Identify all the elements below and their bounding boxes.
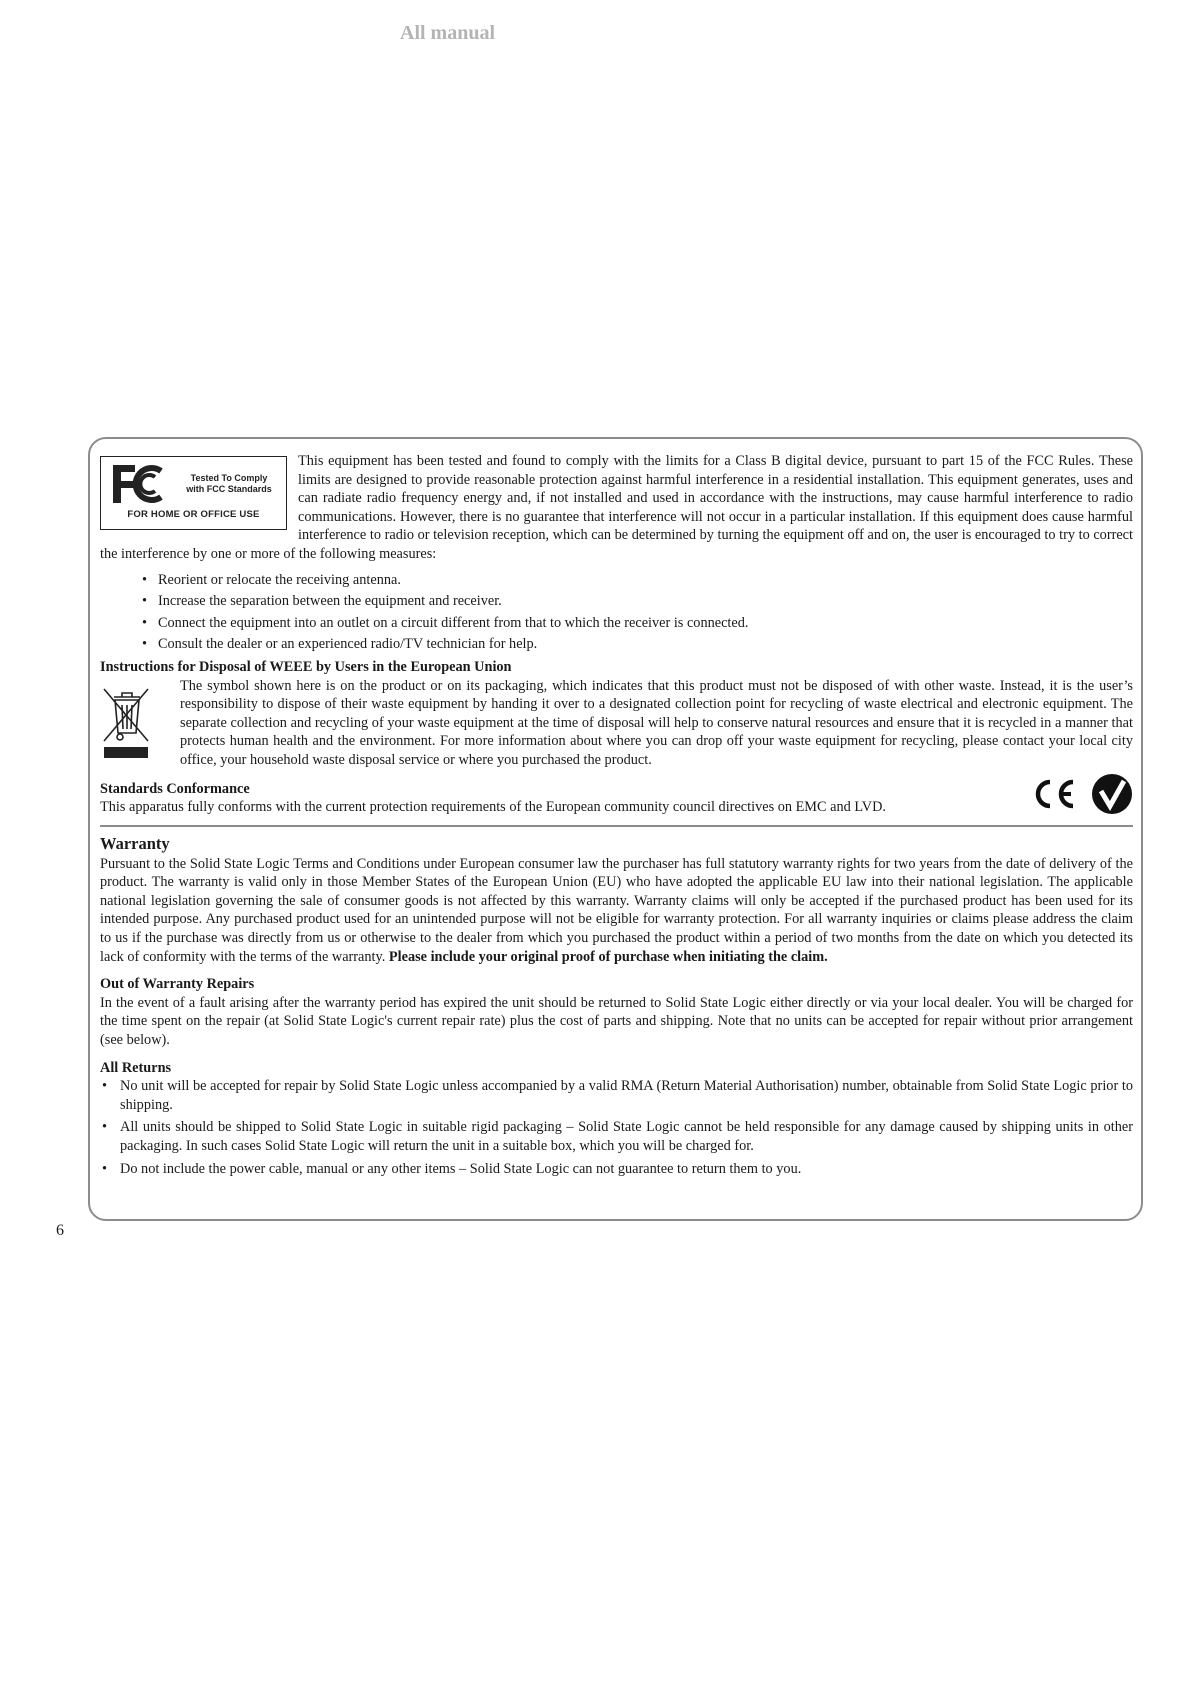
list-item-text: Consult the dealer or an experienced radio/TV technician for help. bbox=[158, 636, 538, 653]
weee-text: The symbol shown here is on the product or on its packaging, which indicates that this product must not be disposed of with other waste. Instead, it is the user’s responsibility to dispose of their waste equipment by handing it over to a designated collection point for recycling of waste electrical and electronic equipment. The separate collection and recycling of your waste equipment at the time of disposal will help to conserve natural resources and ensure that it is recycled in a manner that protects human health and the environment. For more information about where you can drop off your waste equipment for recycling, please contact your local city office, your household waste disposal service or where you purchased the product. bbox=[180, 677, 1133, 768]
list-item bbox=[142, 591, 1133, 613]
list-item bbox=[100, 1160, 1133, 1179]
warranty-text bbox=[100, 855, 1133, 967]
fcc-tested-line2: with FCC Standards bbox=[186, 483, 272, 494]
list-item bbox=[142, 570, 1133, 592]
bullet: • bbox=[142, 614, 148, 631]
fcc-logo bbox=[100, 456, 287, 530]
fcc-mark-icon bbox=[109, 461, 173, 507]
standards-row bbox=[100, 798, 1133, 817]
ce-mark-icon bbox=[1031, 777, 1077, 811]
bullet: • bbox=[102, 1160, 108, 1177]
list-item bbox=[100, 1077, 1133, 1114]
warranty-bold-note: Please include your original proof of purchase when initiating the claim. bbox=[388, 948, 828, 965]
list-item bbox=[142, 613, 1133, 635]
list-item-text: Reorient or relocate the receiving antenna. bbox=[158, 571, 401, 588]
list-item bbox=[100, 1118, 1133, 1155]
page-content bbox=[100, 452, 1133, 1182]
list-item-text: Increase the separation between the equipment and receiver. bbox=[158, 593, 502, 610]
bullet: • bbox=[102, 1078, 108, 1095]
watermark: All manual bbox=[400, 22, 496, 44]
c-tick-mark-icon bbox=[1091, 773, 1133, 815]
fcc-paragraph: This equipment has been tested and found to comply with the limits for a Class B digital device, pursuant to part 15 of the FCC Rules. These limits are designed to provide reasonable protection against harmful interference in a residential installation. This equipment generates, uses and can radiate radio frequency energy and, if not installed and used in accordance with the instructions, may cause harmful interference to radio communications. However, there is no guarantee that interference will not occur in a particular installation. If this equipment does cause harmful interference to radio or television reception, which can be determined by turning the equipment off and on, the user is encouraged to try to correct the interference by one or more of the following measures: bbox=[100, 453, 1133, 562]
weee-heading: Instructions for Disposal of WEEE by Users in the European Union bbox=[100, 658, 512, 675]
section-divider bbox=[100, 825, 1133, 827]
bullet: • bbox=[142, 593, 148, 610]
list-item-text: Do not include the power cable, manual or any other items – Solid State Logic can not guarantee to return them to you. bbox=[120, 1160, 802, 1177]
out-of-warranty-heading: Out of Warranty Repairs bbox=[100, 976, 255, 993]
fcc-footer-text: FOR HOME OR OFFICE USE bbox=[127, 509, 260, 521]
standards-heading: Standards Conformance bbox=[100, 780, 250, 797]
list-item-text: No unit will be accepted for repair by Solid State Logic unless accompanied by a valid RMA (Return Material Authorisation) number, obtainable from Solid State Logic prior to shipping. bbox=[120, 1078, 1133, 1113]
conformity-marks bbox=[1031, 773, 1133, 815]
page-number: 6 bbox=[56, 1222, 64, 1239]
fcc-tested-text bbox=[181, 473, 277, 494]
bullet: • bbox=[142, 571, 148, 588]
list-item bbox=[142, 634, 1133, 656]
warranty-body: Pursuant to the Solid State Logic Terms and Conditions under European consumer law the purchaser has full statutory warranty rights for two years from the date of delivery of the product. The warranty is valid only in those Member States of the European Union (EU) who have adopted the applicable EU law into their national legislation. The applicable national legislation governing the sale of consumer goods is not affected by this warranty. Warranty claims will only be accepted if the purchased product has been used for its intended purpose. Any purchased product used for an unintended purpose will not be eligible for warranty protection. For all warranty inquiries or claims please address the claim to us if the purchase was directly from us or otherwise to the dealer from which you purchased the product within a period of two months from the date on which you detected its lack of conformity with the terms of the warranty. bbox=[100, 855, 1133, 965]
weee-section bbox=[100, 677, 1133, 770]
bullet: • bbox=[142, 636, 148, 653]
out-of-warranty-text: In the event of a fault arising after the warranty period has expired the unit should be returned to Solid State Logic either directly or via your local dealer. You will be charged for the time spent on the repair (at Solid State Logic's current repair rate) plus the cost of parts and shipping. Note that no units can be accepted for repair without prior arrangement (see below). bbox=[100, 994, 1133, 1049]
returns-heading: All Returns bbox=[100, 1059, 172, 1076]
crossed-out-wheelie-bin-icon bbox=[100, 677, 180, 770]
list-item-text: Connect the equipment into an outlet on a circuit different from that to which the receiver is connected. bbox=[158, 614, 749, 631]
list-item-text: All units should be shipped to Solid State Logic in suitable rigid packaging – Solid State Logic cannot be held responsible for any damage caused by shipping units in other packaging. In such cases Solid State Logic will return the unit in a suitable box, which you will be charged for. bbox=[120, 1119, 1133, 1154]
fcc-tested-line1: Tested To Comply bbox=[190, 473, 268, 483]
fcc-measures-list bbox=[142, 570, 1133, 656]
standards-text: This apparatus fully conforms with the current protection requirements of the European community council directives on EMC and LVD. bbox=[100, 799, 886, 816]
warranty-heading: Warranty bbox=[100, 833, 170, 853]
bullet: • bbox=[102, 1119, 108, 1136]
returns-list bbox=[100, 1077, 1133, 1178]
